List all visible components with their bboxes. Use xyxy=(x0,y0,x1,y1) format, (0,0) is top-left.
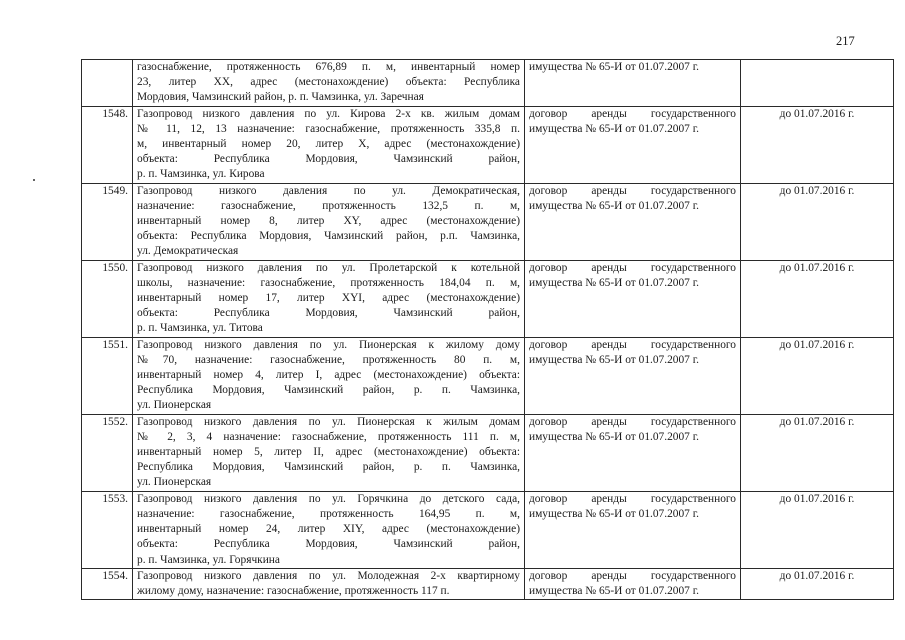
lease-basis xyxy=(525,106,741,183)
description-line: Республика Мордовия, Чамзинский район, р. п. Чамзинка, xyxy=(137,461,520,474)
basis-line: договор аренды государственного xyxy=(529,415,736,428)
basis-line: имущества № 65-И от 01.07.2007 г. xyxy=(529,430,699,443)
description-line: Газопровод низкого давления по ул. Демократическая, xyxy=(137,184,520,197)
lease-term: до 01.07.2016 г. xyxy=(741,414,894,491)
description-line: Газопровод низкого давления по ул. Горячкина до детского сада, xyxy=(137,492,520,505)
lease-basis xyxy=(525,60,741,107)
description-line: объекта: Республика Мордовия, Чамзинский район, xyxy=(137,538,520,551)
description-line: жилому дому, назначение: газоснабжение, протяженность 117 п. xyxy=(137,584,450,597)
table-row xyxy=(82,60,894,107)
lease-term: до 01.07.2016 г. xyxy=(741,260,894,337)
object-description xyxy=(133,260,525,337)
object-description xyxy=(133,491,525,568)
row-number: 1548. xyxy=(82,106,133,183)
description-line: объекта: Республика Мордовия, Чамзинский район, xyxy=(137,153,520,166)
table-row xyxy=(82,414,894,491)
basis-line: имущества № 65-И от 01.07.2007 г. xyxy=(529,61,699,73)
basis-line: имущества № 65-И от 01.07.2007 г. xyxy=(529,507,699,520)
row-number: 1550. xyxy=(82,260,133,337)
description-line: ул. Демократическая xyxy=(137,245,239,258)
row-number: 1554. xyxy=(82,568,133,599)
object-description xyxy=(133,414,525,491)
basis-line: договор аренды государственного xyxy=(529,184,736,197)
lease-basis xyxy=(525,260,741,337)
basis-line: договор аренды государственного xyxy=(529,569,736,582)
table-row xyxy=(82,106,894,183)
row-number: 1549. xyxy=(82,183,133,260)
description-line: м, инвентарный номер 20, литер X, адрес (местонахождение) xyxy=(137,138,520,151)
object-description xyxy=(133,568,525,599)
lease-basis xyxy=(525,337,741,414)
lease-term xyxy=(741,60,894,107)
description-line: ул. Пионерская xyxy=(137,399,212,412)
row-number: 1551. xyxy=(82,337,133,414)
table-row xyxy=(82,337,894,414)
description-line: Газопровод низкого давления по ул. Молодежная 2-х квартирному xyxy=(137,569,520,582)
basis-line: имущества № 65-И от 01.07.2007 г. xyxy=(529,353,699,366)
property-registry-table xyxy=(81,59,894,600)
description-line: № 2, 3, 4 назначение: газоснабжение, протяженность 111 п. м, xyxy=(137,430,520,443)
description-line: школы, назначение: газоснабжение, протяженность 184,04 п. м, xyxy=(137,276,520,289)
scan-speck xyxy=(33,179,35,181)
description-line: газоснабжение, протяженность 676,89 п. м, инвентарный номер xyxy=(137,61,520,73)
description-line: Газопровод низкого давления по ул. Пионерская к жилым домам xyxy=(137,415,520,428)
description-line: №70, назначение: газоснабжение, протяженность 80 п. м, xyxy=(137,353,520,366)
description-line: инвентарный номер 24, литер XIY, адрес (местонахождение) xyxy=(137,523,520,536)
description-line: назначение: газоснабжение, протяженность 132,5 п. м, xyxy=(137,199,520,212)
description-line: инвентарный номер 5, литер II, адрес (местонахождение) объекта: xyxy=(137,446,520,459)
lease-term: до 01.07.2016 г. xyxy=(741,106,894,183)
object-description xyxy=(133,337,525,414)
basis-line: договор аренды государственного xyxy=(529,338,736,351)
lease-term: до 01.07.2016 г. xyxy=(741,491,894,568)
lease-term: до 01.07.2016 г. xyxy=(741,568,894,599)
basis-line: договор аренды государственного xyxy=(529,261,736,274)
row-number: 1553. xyxy=(82,491,133,568)
basis-line: имущества № 65-И от 01.07.2007 г. xyxy=(529,276,699,289)
description-line: назначение: газоснабжение, протяженность 164,95 п. м, xyxy=(137,507,520,520)
page-number: 217 xyxy=(836,34,855,48)
table-row xyxy=(82,260,894,337)
table-row xyxy=(82,183,894,260)
description-line: объекта: Республика Мордовия, Чамзинский район, xyxy=(137,307,520,320)
description-line: 23, литер XX, адрес (местонахождение) объекта: Республика xyxy=(137,76,520,89)
description-line: объекта: Республика Мордовия, Чамзинский район, р.п. Чамзинка, xyxy=(137,230,520,243)
basis-line: имущества № 65-И от 01.07.2007 г. xyxy=(529,584,699,597)
lease-term: до 01.07.2016 г. xyxy=(741,337,894,414)
description-line: Мордовия, Чамзинский район, р. п. Чамзинка, ул. Заречная xyxy=(137,91,424,104)
description-line: инвентарный номер 8, литер XY, адрес (местонахождение) xyxy=(137,215,520,228)
lease-basis xyxy=(525,414,741,491)
description-line: р. п. Чамзинка, ул. Кирова xyxy=(137,168,265,181)
description-line: Республика Мордовия, Чамзинский район, р. п. Чамзинка, xyxy=(137,384,520,397)
lease-term: до 01.07.2016 г. xyxy=(741,183,894,260)
object-description xyxy=(133,106,525,183)
basis-line: имущества № 65-И от 01.07.2007 г. xyxy=(529,122,699,135)
basis-line: договор аренды государственного xyxy=(529,492,736,505)
description-line: р. п. Чамзинка, ул. Горячкина xyxy=(137,553,280,566)
basis-line: имущества № 65-И от 01.07.2007 г. xyxy=(529,199,699,212)
table-row xyxy=(82,491,894,568)
lease-basis xyxy=(525,183,741,260)
description-line: ул. Пионерская xyxy=(137,476,212,489)
lease-basis xyxy=(525,568,741,599)
object-description xyxy=(133,183,525,260)
row-number: 1552. xyxy=(82,414,133,491)
basis-line: договор аренды государственного xyxy=(529,107,736,120)
row-number xyxy=(82,60,133,107)
object-description xyxy=(133,60,525,107)
table-row xyxy=(82,568,894,599)
description-line: Газопровод низкого давления по ул. Пролетарской к котельной xyxy=(137,261,520,274)
description-line: р. п. Чамзинка, ул. Титова xyxy=(137,322,263,335)
description-line: Газопровод низкого давления по ул. Пионерская к жилому дому xyxy=(137,338,520,351)
description-line: Газопровод низкого давления по ул. Кирова 2-х кв. жилым домам xyxy=(137,107,520,120)
description-line: № 11, 12, 13 назначение: газоснабжение, протяженность 335,8 п. xyxy=(137,122,520,135)
description-line: инвентарный номер 17, литер XYI, адрес (местонахождение) xyxy=(137,292,520,305)
description-line: инвентарный номер 4, литер I, адрес (местонахождение) объекта: xyxy=(137,369,520,382)
lease-basis xyxy=(525,491,741,568)
